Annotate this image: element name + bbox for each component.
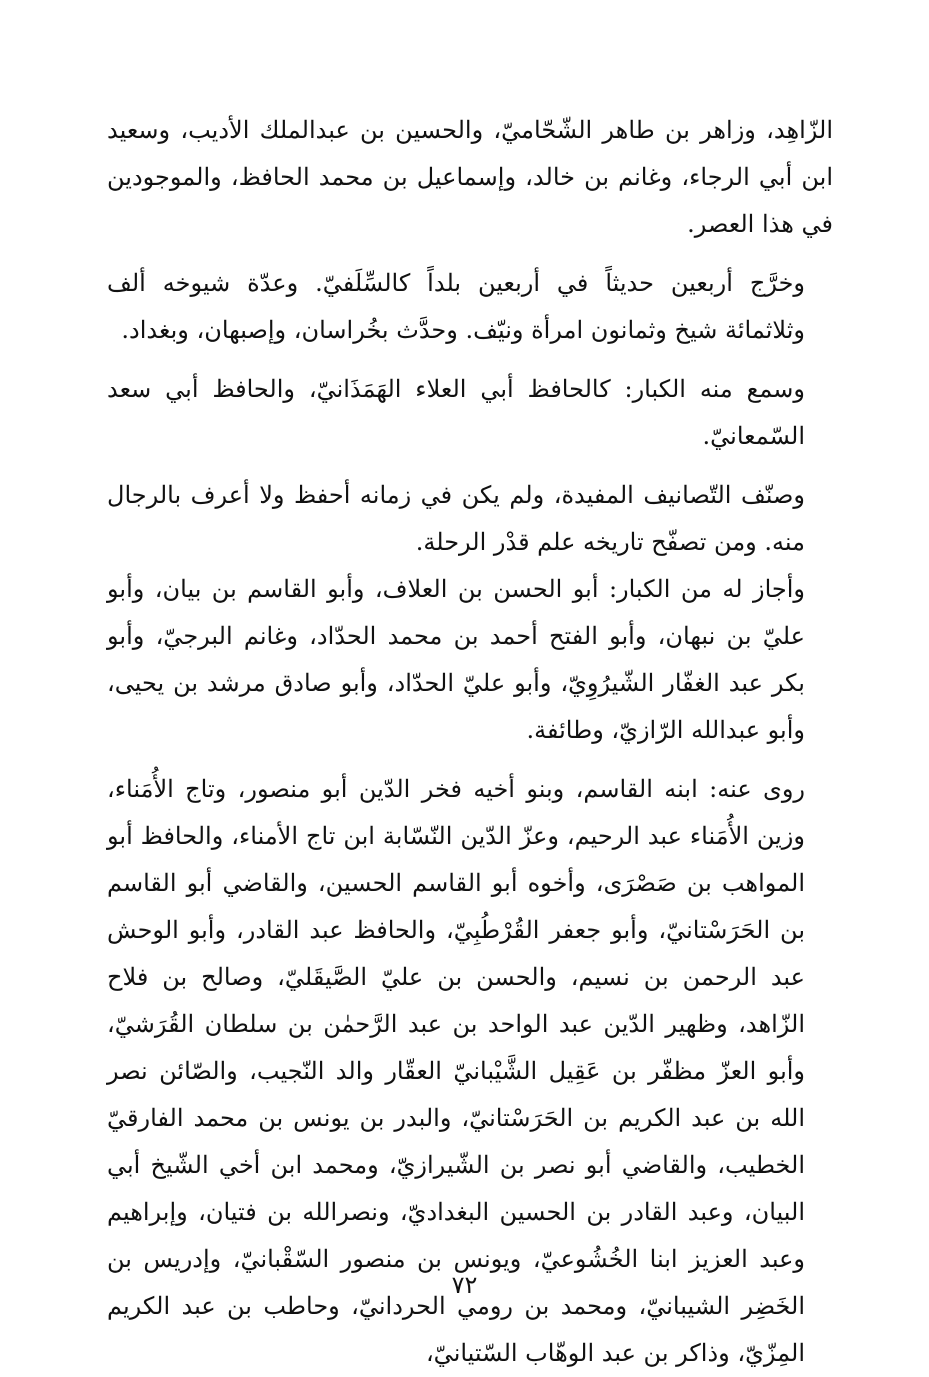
- paragraph-gap: [107, 754, 833, 766]
- paragraph-4: وصنّف التّصانيف المفيدة، ولم يكن في زمانه أحفظ ولا أعرف بالرجال منه. ومن تصفّح تاريخه علم قدْر الرحلة.: [107, 481, 805, 556]
- paragraph-gap: [107, 354, 833, 366]
- paragraph-gap: [107, 248, 833, 260]
- paragraph-gap: [107, 460, 833, 472]
- paragraph-6: روى عنه: ابنه القاسم، وبنو أخيه فخر الدّين أبو منصور، وتاج الأُمَناء، وزين الأُمَناء عبد الرحيم، وعزّ الدّين النّسّابة ابن تاج الأمناء، والحافظ أبو المواهب بن صَصْرَى، وأخوه أبو القاسم الحسين، والقاضي أبو القاسم بن الحَرَسْتانيّ، وأبو جعفر القُرْطُبِيّ، والحافظ عبد القادر، وأبو الوحش عبد الرحمن بن نسيم، والحسن بن عليّ الصَّيقَليّ، وصالح بن فلاح الزّاهد، وظهير الدّين عبد الواحد بن عبد الرَّحمٰن بن سلطان القُرَشيّ، وأبو العزّ مظفّر بن عَقِيل الشَّيْبانيّ العقّار والد النّجيب، والصّائن نصر الله بن عبد الكريم بن الحَرَسْتانيّ، والبدر بن يونس بن محمد الفارقيّ الخطيب، والقاضي أبو نصر بن الشّيرازيّ، ومحمد ابن أخي الشّيخ أبي البيان، وعبد القادر بن الحسين البغداديّ، ونصرالله بن فتيان، وإبراهيم وعبد العزيز ابنا الخُشُوعيّ، ويونس بن منصور السّقْبانيّ، وإدريس بن الخَضِر الشيبانيّ، ومحمد بن رومي الحردانيّ، وحاطب بن عبد الكريم المِزّيّ، وذاكر بن عبد الوهّاب السّتيانيّ،: [107, 775, 806, 1367]
- page-number: ٧٢: [451, 1271, 478, 1299]
- paragraph-2: وخرَّج أربعين حديثاً في أربعين بلداً كالسِّلَفيّ. وعدّة شيوخه ألف وثلاثمائة شيخ وثمانون امرأة ونيّف. وحدَّث بخُراسان، وإصبهان، وبغداد.: [107, 269, 805, 344]
- paragraph-3: وسمع منه الكبار: كالحافظ أبي العلاء الهَمَذَانيّ، والحافظ أبي سعد السّمعانيّ.: [107, 375, 805, 450]
- paragraph-5: وأجاز له من الكبار: أبو الحسن بن العلاف، وأبو القاسم بن بيان، وأبو عليّ بن نبهان، وأبو الفتح أحمد بن محمد الحدّاد، وغانم البرجيّ، وأبو بكر عبد الغفّار الشّيرُوِيّ، وأبو عليّ الحدّاد، وأبو صادق مرشد بن يحيى، وأبو عبدالله الرّازيّ، وطائفة.: [107, 575, 805, 744]
- body-text: [107, 107, 833, 1377]
- paragraph-1: الزّاهِد، وزاهر بن طاهر الشّحّاميّ، والحسين بن عبدالملك الأديب، وسعيد ابن أبي الرجاء، وغانم بن خالد، وإسماعيل بن محمد الحافظ، والموجودين في هذا العصر.: [107, 116, 833, 238]
